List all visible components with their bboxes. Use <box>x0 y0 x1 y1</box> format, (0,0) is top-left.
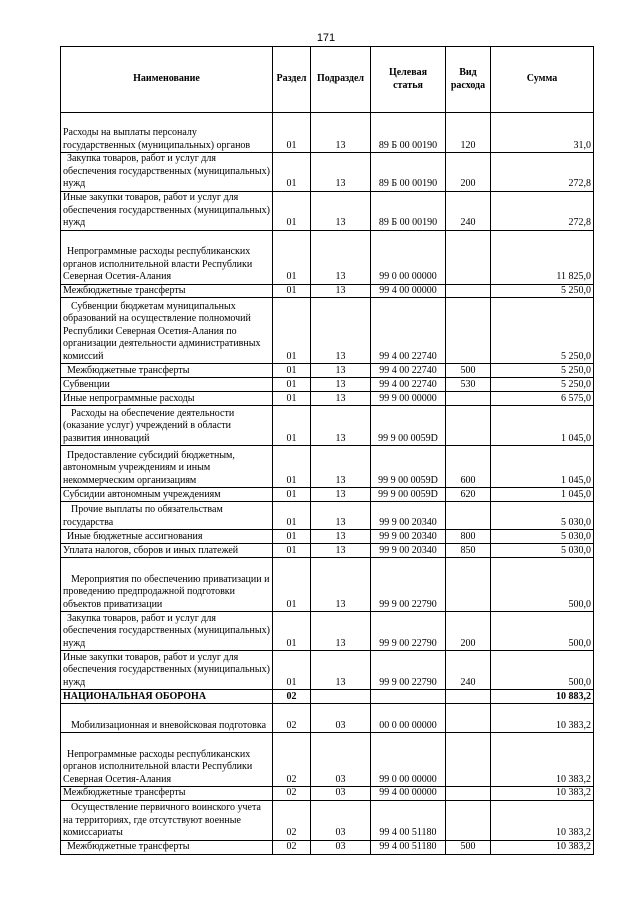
cell-name: Иные закупки товаров, работ и услуг для обеспечения государственных (муниципальных) нужд <box>61 191 273 230</box>
table-row <box>61 704 594 733</box>
cell-section: 01 <box>273 502 311 530</box>
cell-kind <box>446 406 491 446</box>
cell-sum: 5 250,0 <box>491 378 594 392</box>
cell-name: Мобилизационная и вневойсковая подготовка <box>61 704 273 733</box>
cell-section: 02 <box>273 787 311 801</box>
cell-target: 99 9 00 20340 <box>371 502 446 530</box>
cell-name: Прочие выплаты по обязательствам государства <box>61 502 273 530</box>
table-row <box>61 446 594 488</box>
table-row <box>61 558 594 612</box>
cell-subsection: 13 <box>311 284 371 298</box>
table-body <box>61 113 594 855</box>
header-section: Раздел <box>273 47 311 113</box>
cell-subsection: 13 <box>311 364 371 378</box>
cell-target: 99 9 00 22790 <box>371 651 446 690</box>
cell-subsection: 13 <box>311 191 371 230</box>
table-row <box>61 364 594 378</box>
cell-subsection: 13 <box>311 113 371 153</box>
cell-subsection: 13 <box>311 446 371 488</box>
cell-section: 01 <box>273 298 311 364</box>
cell-section: 01 <box>273 446 311 488</box>
cell-kind <box>446 690 491 704</box>
table-row <box>61 230 594 284</box>
cell-kind: 530 <box>446 378 491 392</box>
cell-sum: 5 250,0 <box>491 298 594 364</box>
cell-target: 99 9 00 0059D <box>371 446 446 488</box>
cell-name: Межбюджетные трансферты <box>61 364 273 378</box>
table-row <box>61 392 594 406</box>
cell-section: 01 <box>273 530 311 544</box>
cell-kind: 240 <box>446 191 491 230</box>
cell-name: Уплата налогов, сборов и иных платежей <box>61 544 273 558</box>
cell-subsection: 13 <box>311 544 371 558</box>
cell-sum: 500,0 <box>491 558 594 612</box>
cell-kind <box>446 787 491 801</box>
cell-target: 99 9 00 22790 <box>371 558 446 612</box>
cell-subsection: 03 <box>311 840 371 854</box>
cell-section: 01 <box>273 364 311 378</box>
cell-sum: 5 030,0 <box>491 502 594 530</box>
cell-sum: 10 383,2 <box>491 704 594 733</box>
cell-kind <box>446 284 491 298</box>
table-row <box>61 733 594 787</box>
cell-subsection <box>311 690 371 704</box>
table-row <box>61 153 594 192</box>
table-row <box>61 800 594 840</box>
cell-kind <box>446 298 491 364</box>
table-row <box>61 406 594 446</box>
cell-target: 99 0 00 00000 <box>371 733 446 787</box>
cell-name: Расходы на выплаты персоналу государственных (муниципальных) органов <box>61 113 273 153</box>
cell-target: 89 Б 00 00190 <box>371 113 446 153</box>
cell-kind <box>446 733 491 787</box>
cell-kind: 620 <box>446 488 491 502</box>
cell-target: 99 9 00 0059D <box>371 488 446 502</box>
cell-sum: 5 250,0 <box>491 364 594 378</box>
table-row <box>61 378 594 392</box>
cell-subsection: 13 <box>311 298 371 364</box>
cell-name: Субвенции бюджетам муниципальных образований на осуществление полномочий Республики Северная Осетия-Алания по организации деятельности административных комиссий <box>61 298 273 364</box>
cell-subsection: 13 <box>311 230 371 284</box>
table-header <box>61 47 594 113</box>
cell-target: 99 4 00 00000 <box>371 787 446 801</box>
cell-section: 02 <box>273 733 311 787</box>
cell-target: 99 0 00 00000 <box>371 230 446 284</box>
cell-name: Иные закупки товаров, работ и услуг для обеспечения государственных (муниципальных) нужд <box>61 651 273 690</box>
cell-target: 89 Б 00 00190 <box>371 153 446 192</box>
cell-target <box>371 690 446 704</box>
cell-name: НАЦИОНАЛЬНАЯ ОБОРОНА <box>61 690 273 704</box>
table-row <box>61 298 594 364</box>
cell-kind: 600 <box>446 446 491 488</box>
cell-section: 01 <box>273 191 311 230</box>
cell-section: 01 <box>273 153 311 192</box>
cell-section: 01 <box>273 544 311 558</box>
cell-kind: 200 <box>446 153 491 192</box>
cell-section: 01 <box>273 406 311 446</box>
cell-section: 01 <box>273 284 311 298</box>
cell-kind: 850 <box>446 544 491 558</box>
cell-target: 99 4 00 22740 <box>371 364 446 378</box>
cell-subsection: 13 <box>311 612 371 651</box>
cell-subsection: 13 <box>311 488 371 502</box>
cell-kind <box>446 558 491 612</box>
cell-name: Иные бюджетные ассигнования <box>61 530 273 544</box>
cell-target: 99 9 00 0059D <box>371 406 446 446</box>
cell-target: 99 4 00 22740 <box>371 298 446 364</box>
cell-target: 99 4 00 51180 <box>371 840 446 854</box>
cell-section: 01 <box>273 488 311 502</box>
cell-section: 01 <box>273 651 311 690</box>
header-sum: Сумма <box>491 47 594 113</box>
cell-target: 89 Б 00 00190 <box>371 191 446 230</box>
cell-subsection: 13 <box>311 558 371 612</box>
cell-sum: 272,8 <box>491 153 594 192</box>
cell-target: 99 9 00 20340 <box>371 530 446 544</box>
cell-section: 01 <box>273 392 311 406</box>
cell-kind: 200 <box>446 612 491 651</box>
table-row <box>61 113 594 153</box>
cell-kind: 240 <box>446 651 491 690</box>
cell-sum: 10 383,2 <box>491 787 594 801</box>
page-number: 171 <box>316 32 336 44</box>
cell-name: Межбюджетные трансферты <box>61 284 273 298</box>
cell-sum: 1 045,0 <box>491 488 594 502</box>
cell-sum: 6 575,0 <box>491 392 594 406</box>
cell-subsection: 13 <box>311 153 371 192</box>
cell-subsection: 13 <box>311 392 371 406</box>
cell-sum: 1 045,0 <box>491 406 594 446</box>
header-target: Целевая статья <box>371 47 446 113</box>
cell-name: Межбюджетные трансферты <box>61 787 273 801</box>
cell-section: 01 <box>273 113 311 153</box>
cell-name: Иные непрограммные расходы <box>61 392 273 406</box>
table-row <box>61 502 594 530</box>
cell-subsection: 03 <box>311 704 371 733</box>
cell-name: Межбюджетные трансферты <box>61 840 273 854</box>
cell-target: 00 0 00 00000 <box>371 704 446 733</box>
cell-sum: 10 383,2 <box>491 800 594 840</box>
cell-section: 02 <box>273 690 311 704</box>
cell-section: 01 <box>273 612 311 651</box>
cell-kind <box>446 704 491 733</box>
cell-target: 99 9 00 22790 <box>371 612 446 651</box>
cell-section: 02 <box>273 704 311 733</box>
table-row <box>61 651 594 690</box>
header-row <box>61 47 594 113</box>
cell-kind <box>446 392 491 406</box>
cell-target: 99 9 00 00000 <box>371 392 446 406</box>
cell-target: 99 4 00 00000 <box>371 284 446 298</box>
cell-name: Закупка товаров, работ и услуг для обеспечения государственных (муниципальных) нужд <box>61 612 273 651</box>
cell-section: 02 <box>273 840 311 854</box>
cell-target: 99 4 00 51180 <box>371 800 446 840</box>
cell-name: Мероприятия по обеспечению приватизации и проведению предпродажной подготовки объектов приватизации <box>61 558 273 612</box>
cell-section: 02 <box>273 800 311 840</box>
table-row <box>61 284 594 298</box>
budget-table <box>60 46 594 855</box>
table-row <box>61 787 594 801</box>
cell-target: 99 9 00 20340 <box>371 544 446 558</box>
cell-sum: 11 825,0 <box>491 230 594 284</box>
cell-kind: 500 <box>446 840 491 854</box>
table-row <box>61 544 594 558</box>
cell-sum: 10 883,2 <box>491 690 594 704</box>
cell-sum: 10 383,2 <box>491 840 594 854</box>
cell-subsection: 13 <box>311 651 371 690</box>
cell-kind: 120 <box>446 113 491 153</box>
cell-target: 99 4 00 22740 <box>371 378 446 392</box>
cell-sum: 1 045,0 <box>491 446 594 488</box>
cell-sum: 500,0 <box>491 651 594 690</box>
cell-subsection: 13 <box>311 378 371 392</box>
cell-sum: 5 030,0 <box>491 530 594 544</box>
cell-subsection: 13 <box>311 502 371 530</box>
cell-subsection: 13 <box>311 530 371 544</box>
cell-kind: 800 <box>446 530 491 544</box>
cell-kind <box>446 230 491 284</box>
header-kind: Вид расхода <box>446 47 491 113</box>
cell-sum: 10 383,2 <box>491 733 594 787</box>
table-row <box>61 612 594 651</box>
cell-name: Непрограммные расходы республиканских органов исполнительной власти Республики Северная Осетия-Алания <box>61 230 273 284</box>
cell-subsection: 13 <box>311 406 371 446</box>
cell-subsection: 03 <box>311 800 371 840</box>
cell-name: Субсидии автономным учреждениям <box>61 488 273 502</box>
table-row <box>61 690 594 704</box>
table-row <box>61 191 594 230</box>
cell-sum: 5 250,0 <box>491 284 594 298</box>
cell-kind <box>446 502 491 530</box>
cell-section: 01 <box>273 378 311 392</box>
cell-sum: 272,8 <box>491 191 594 230</box>
cell-section: 01 <box>273 230 311 284</box>
cell-sum: 31,0 <box>491 113 594 153</box>
cell-name: Субвенции <box>61 378 273 392</box>
cell-name: Непрограммные расходы республиканских органов исполнительной власти Республики Северная Осетия-Алания <box>61 733 273 787</box>
cell-name: Осуществление первичного воинского учета на территориях, где отсутствуют военные комиссариаты <box>61 800 273 840</box>
header-name: Наименование <box>61 47 273 113</box>
table-row <box>61 840 594 854</box>
table-row <box>61 488 594 502</box>
cell-kind: 500 <box>446 364 491 378</box>
header-subsection: Подраздел <box>311 47 371 113</box>
cell-subsection: 03 <box>311 787 371 801</box>
cell-name: Расходы на обеспечение деятельности (оказание услуг) учреждений в области развития инноваций <box>61 406 273 446</box>
cell-sum: 500,0 <box>491 612 594 651</box>
cell-section: 01 <box>273 558 311 612</box>
table-row <box>61 530 594 544</box>
cell-subsection: 03 <box>311 733 371 787</box>
cell-name: Закупка товаров, работ и услуг для обеспечения государственных (муниципальных) нужд <box>61 153 273 192</box>
cell-sum: 5 030,0 <box>491 544 594 558</box>
cell-name: Предоставление субсидий бюджетным, автономным учреждениям и иным некоммерческим организациям <box>61 446 273 488</box>
cell-kind <box>446 800 491 840</box>
